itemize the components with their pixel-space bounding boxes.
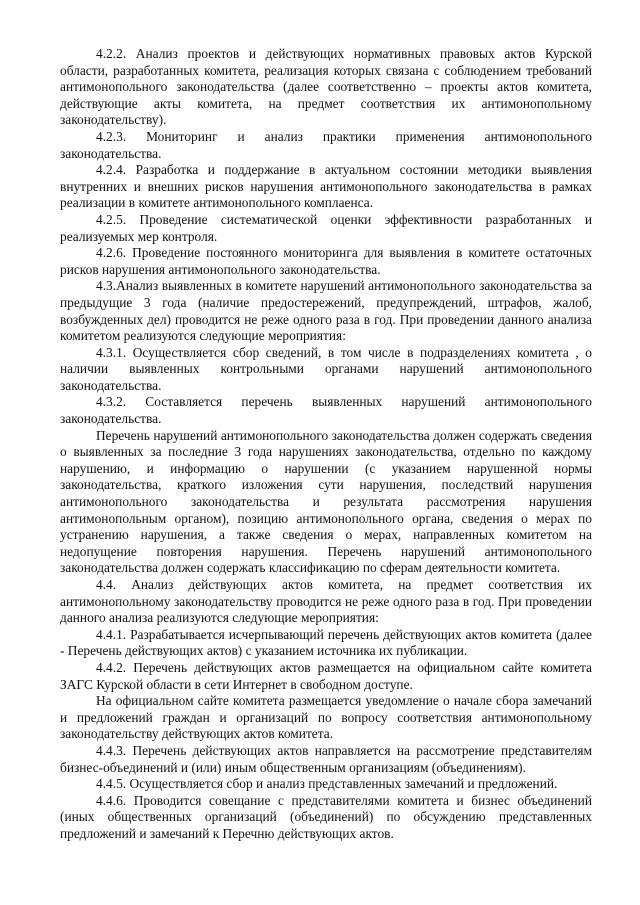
paragraph-4-3-2: 4.3.2. Составляется перечень выявленных нарушений антимонопольного законодательства. xyxy=(60,394,592,427)
paragraph-4-4-3: 4.4.3. Перечень действующих актов направляется на рассмотрение представителям бизнес-объединений и (или) иным общественным организациям (объединениям). xyxy=(60,742,592,775)
paragraph-4-3-1: 4.3.1. Осуществляется сбор сведений, в том числе в подразделениях комитета , о наличии выявленных контрольными органами нарушений антимонопольного законодательства. xyxy=(60,344,592,393)
paragraph-4-2-4: 4.2.4. Разработка и поддержание в актуальном состоянии методики выявления внутренних и внешних рисков нарушения антимонопольного законодательства в рамках реализации в комитете антимонопольного комплаенса. xyxy=(60,162,592,211)
paragraph-4-4-5: 4.4.5. Осуществляется сбор и анализ представленных замечаний и предложений. xyxy=(96,776,558,792)
paragraph-4-4: 4.4. Анализ действующих актов комитета, на предмет соответствия их антимонопольному законодательству проводится не реже одного раза в год. При проведении данного анализа реализуются следующие мероприятия: xyxy=(60,577,592,626)
paragraph-4-2-6: 4.2.6. Проведение постоянного мониторинга для выявления в комитете остаточных рисков нарушения антимонопольного законодательства. xyxy=(60,245,592,277)
paragraph-4-2-3: 4.2.3. Мониторинг и анализ практики применения антимонопольного законодательства. xyxy=(60,128,592,161)
paragraph-4-3: 4.3.Анализ выявленных в комитете нарушений антимонопольного законодательства за предыдущие 3 года (наличие предостережений, предупреждений, штрафов, жалоб, возбужденных дел) проводится не реже одного раза в год. При проведении данного анализа комитетом реализуются следующие мероприятия: xyxy=(60,278,592,344)
paragraph-4-2-5: 4.2.5. Проведение систематической оценки эффективности разработанных и реализуемых мер контроля. xyxy=(60,211,592,244)
paragraph-site-notice: На официальном сайте комитета размещается уведомление о начале сбора замечаний и предложений граждан и организаций по вопросу соответствия антимонопольному законодательству действующих актов комитета. xyxy=(60,693,592,742)
paragraph-4-4-1: 4.4.1. Разрабатывается исчерпывающий перечень действующих актов комитета (далее - Перечень действующих актов) с указанием источника их публикации. xyxy=(60,626,592,659)
paragraph-4-2-2: 4.2.2. Анализ проектов и действующих нормативных правовых актов Курской области, разработанных комитета, реализация которых связана с соблюдением требований антимонопольного законодательства (далее соответственно – проекты актов комитета, действующие акты комитета, на предмет соответствия их антимонопольному законодательству). xyxy=(60,46,592,128)
document-page xyxy=(60,46,592,843)
paragraph-violations-list: Перечень нарушений антимонопольного законодательства должен содержать сведения о выявленных за последние 3 года нарушениях законодательства, отдельно по каждому нарушению, и информацию о нарушении (с указанием нарушенной нормы законодательства, краткого изложения сути нарушения, последствий нарушения антимонопольного законодательства и результата рассмотрения нарушения антимонопольным органом), позицию антимонопольного органа, сведения о мерах по устранению нарушения, а также сведения о мерах, направленных комитетом на недопущение повторения нарушения. Перечень нарушений антимонопольного законодательства должен содержать классификацию по сферам деятельности комитета. xyxy=(60,427,592,576)
paragraph-4-4-2: 4.4.2. Перечень действующих актов размещается на официальном сайте комитета ЗАГС Курской области в сети Интернет в свободном доступе. xyxy=(60,659,592,692)
paragraph-4-4-6: 4.4.6. Проводится совещание с представителями комитета и бизнес объединений (иных общественных организаций (объединений) по обсуждению представленных предложений и замечаний к Перечню действующих актов. xyxy=(60,792,592,841)
